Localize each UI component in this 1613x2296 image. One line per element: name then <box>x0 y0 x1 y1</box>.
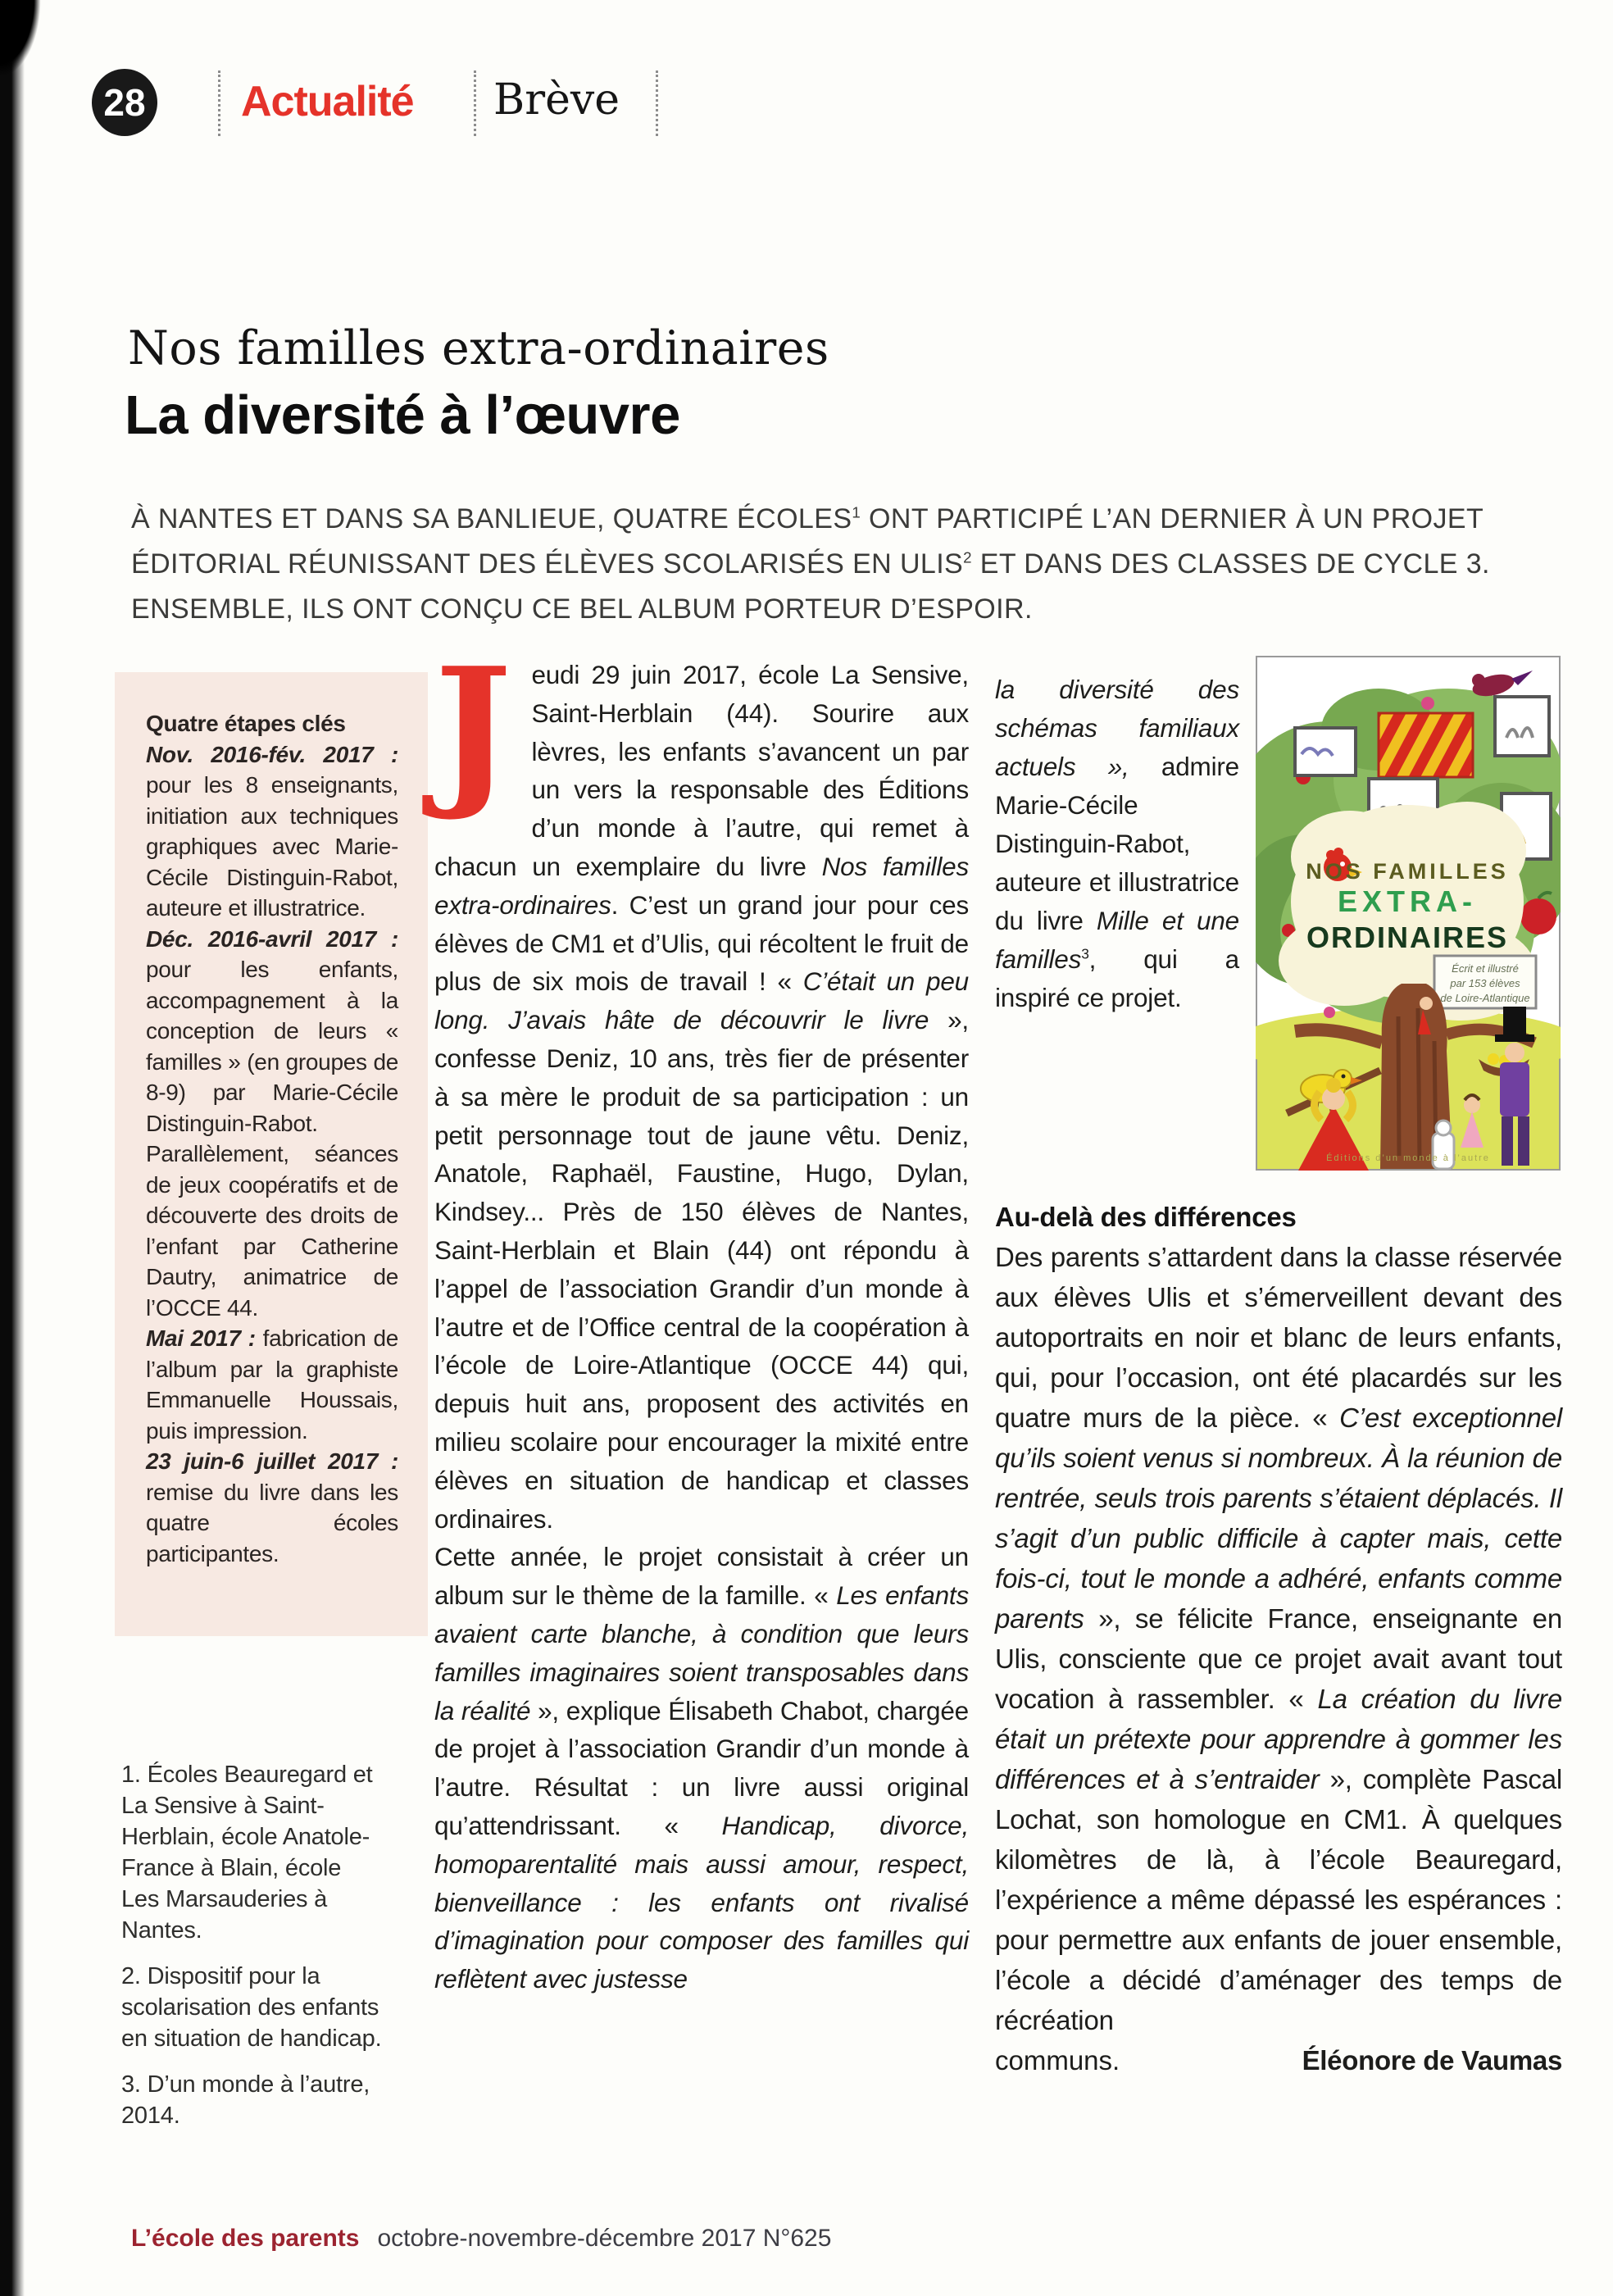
book-cover <box>1256 656 1561 1171</box>
article-column-2 <box>995 671 1239 1017</box>
svg-text:de Loire-Atlantique: de Loire-Atlantique <box>1440 992 1530 1004</box>
cover-title-line3: ORDINAIRES <box>1306 921 1509 954</box>
paragraph: Jeudi 29 juin 2017, école La Sensive, Saint-Herblain (44). Sourire aux lèvres, les enfants s’avancent un par un vers la responsable des Éditions d’un monde à l’autre, qui remet à chacun un exemplaire du livre Nos familles extra-ordinaires. C’est un grand jour pour ces élèves de CM1 et d’Ulis, qui récoltent le fruit de plus de six mois de travail ! « C’était un peu long. J’avais hâte de découvrir le livre », confesse Deniz, 10 ans, très fier de présenter à sa mère le produit de sa participation : un petit personnage tout de jaune vêtu. Deniz, Anatole, Raphaël, Faustine, Hugo, Dylan, Kindsey... Près de 150 élèves de Nantes, Saint-Herblain et Blain (44) ont répondu à l’appel de l’association Grandir d’un monde à l’autre et de l’Office central de la coopération à l’école de Loire-Atlantique (OCCE 44) qui, depuis huit ans, proposent des activités en milieu scolaire pour encourager la mixité entre élèves en situation de handicap et classes ordinaires. <box>434 632 969 1534</box>
subheading: Au-delà des différences <box>995 1202 1297 1232</box>
page-number-badge: 28 <box>92 69 157 136</box>
cover-caption <box>1434 956 1536 1008</box>
sidebar-entry: Mai 2017 : fabrication de l’album par la graphiste Emmanuelle Houssais, puis impression. <box>146 1325 398 1444</box>
striped-tent <box>1379 713 1473 777</box>
page-footer <box>131 2225 831 2253</box>
sidebar-title: Quatre étapes clés <box>146 711 346 736</box>
dotted-divider <box>474 70 476 136</box>
final-line <box>995 2040 1562 2080</box>
sidebar-entry: Nov. 2016-fév. 2017 : pour les 8 enseignants, initiation aux techniques graphiques avec Marie-Cécile Distinguin-Rabot, auteure et illustratrice. <box>146 741 398 921</box>
drop-cap: J <box>434 632 512 825</box>
article-column-3 <box>995 1197 1562 2080</box>
rubric-label: Brève <box>493 75 620 125</box>
cover-title-line1: NOS FAMILLES <box>1306 859 1509 884</box>
cover-title-line2: EXTRA- <box>1338 884 1477 918</box>
article-title: La diversité à l’œuvre <box>125 384 680 446</box>
sidebar-entry: 23 juin-6 juillet 2017 : remise du livre dans les quatre écoles participantes. <box>146 1448 398 1566</box>
magazine-name: L’école des parents <box>131 2225 360 2252</box>
paragraph: Des parents s’attardent dans la classe réservée aux élèves Ulis et s’émerveillent devant des autoportraits en noir et blanc de leurs enfants, qui, pour l’occasion, ont été placardés sur les quatre murs de la pièce. « C’est exceptionnel qu’ils soient venus si nombreux. À la réunion de rentrée, seuls trois parents s’étaient déplacés. Il s’agit d’un public difficile à capter mais, cette fois-ci, tout le monde a adhéré, enfants comme parents », se félicite France, enseignante en Ulis, consciente que ce projet avait avant tout vocation à rassembler. « La création du livre était un prétexte pour apprendre à gommer les différences et à s’entraider », complète Pascal Lochat, son homologue en CM1. À quelques kilomètres de là, à l’école Beauregard, l’expérience a même dépassé les espérances : pour permettre aux enfants de jouer ensemble, l’école a décidé d’aménager des temps de récréation <box>995 1242 1562 2035</box>
cover-publisher: Éditions d’un monde à l’autre <box>1326 1153 1490 1163</box>
footnotes <box>121 1759 385 2146</box>
sidebar-entry: Déc. 2016-avril 2017 : pour les enfants, accompagnement à la conception de leurs « familles » (en groupes de 8-9) par Marie-Cécile Distinguin-Rabot. Parallèlement, séances de jeux coopératifs et de découverte des droits de l’enfant par Catherine Dautry, animatrice de l’OCCE 44. <box>146 925 398 1321</box>
final-word: communs. <box>995 2045 1120 2075</box>
footnote: 1. Écoles Beauregard et La Sensive à Saint-Herblain, école Anatole-France à Blain, école Les Marsauderies à Nantes. <box>121 1762 373 1944</box>
article-kicker: Nos familles extra-ordinaires <box>128 321 829 375</box>
footnote: 3. D’un monde à l’autre, 2014. <box>121 2071 370 2129</box>
paragraph: Cette année, le projet consistait à créer un album sur le thème de la famille. « Les enfants avaient carte blanche, à condition que leurs familles imaginaires soient transposables dans la réalité », explique Élisabeth Chabot, chargée de projet à l’association Grandir d’un monde à l’autre. Résultat : un livre aussi original qu’attendrissant. « Handicap, divorce, homoparentalité mais aussi amour, respect, bienveillance : les enfants ont rivalisé d’imagination pour composer des familles qui reflètent avec justesse <box>434 1542 970 1994</box>
scan-edge <box>0 0 25 2296</box>
dotted-divider <box>218 70 220 136</box>
paragraph: la diversité des schémas familiaux actuels », admire Marie-Cécile Distinguin-Rabot, auteure et illustratrice du livre Mille et une familles$^3$, qui a inspiré ce projet. <box>995 675 1239 1012</box>
standfirst: À NANTES ET DANS SA BANLIEUE, QUATRE ÉCOLES$^1$ ONT PARTICIPÉ L’AN DERNIER À UN PROJET ÉDITORIAL RÉUNISSANT DES ÉLÈVES SCOLARISÉS EN ULIS$^2$ ET DANS DES CLASSES DE CYCLE 3. ENSEMBLE, ILS ONT CONÇU CE BEL ALBUM PORTEUR D’ESPOIR. <box>131 503 1490 625</box>
byline: Éléonore de Vaumas <box>1302 2045 1562 2075</box>
key-steps-box <box>115 672 428 1636</box>
svg-text:par 153 élèves: par 153 élèves <box>1450 977 1520 989</box>
article-column-1 <box>434 632 970 1998</box>
book-cover-illustration <box>1256 656 1561 1171</box>
section-label: Actualité <box>241 78 414 125</box>
svg-text:Écrit et illustré: Écrit et illustré <box>1452 962 1519 975</box>
dotted-divider <box>656 70 658 136</box>
issue-info: octobre-novembre-décembre 2017 N°625 <box>377 2225 832 2252</box>
footnote: 2. Dispositif pour la scolarisation des enfants en situation de handicap. <box>121 1963 382 2052</box>
scan-corner-shadow <box>0 0 66 123</box>
